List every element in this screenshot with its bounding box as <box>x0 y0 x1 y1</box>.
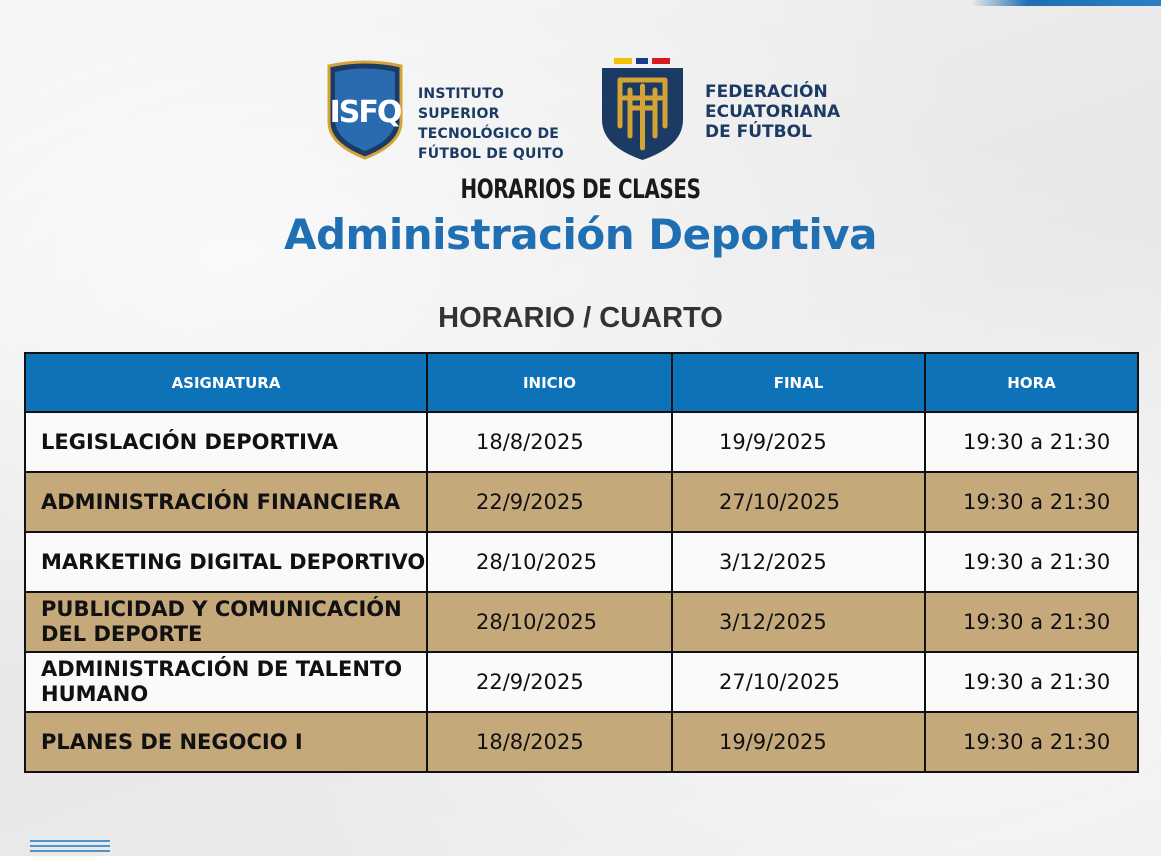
fef-name-line: ECUATORIANA <box>705 102 841 122</box>
hour-cell: 19:30 a 21:30 <box>925 712 1138 772</box>
subject-cell: PUBLICIDAD Y COMUNICACIÓN DEL DEPORTE <box>25 592 427 652</box>
hour-cell: 19:30 a 21:30 <box>925 472 1138 532</box>
start-date-cell: 22/9/2025 <box>427 652 672 712</box>
column-header-start: INICIO <box>427 353 672 412</box>
column-header-end: FINAL <box>672 353 925 412</box>
subject-cell: LEGISLACIÓN DEPORTIVA <box>25 412 427 472</box>
end-date-cell: 19/9/2025 <box>672 412 925 472</box>
decorative-brush-stroke-top <box>971 0 1161 6</box>
isfq-shield-logo <box>325 60 405 160</box>
fef-name <box>705 82 865 142</box>
start-date-cell: 18/8/2025 <box>427 412 672 472</box>
isfq-name <box>418 84 588 164</box>
start-date-cell: 18/8/2025 <box>427 712 672 772</box>
start-date-cell: 28/10/2025 <box>427 532 672 592</box>
table-row <box>25 652 1138 712</box>
subject-cell: ADMINISTRACIÓN DE TALENTO HUMANO <box>25 652 427 712</box>
end-date-cell: 3/12/2025 <box>672 592 925 652</box>
end-date-cell: 3/12/2025 <box>672 532 925 592</box>
subject-cell: ADMINISTRACIÓN FINANCIERA <box>25 472 427 532</box>
column-header-hour: HORA <box>925 353 1138 412</box>
end-date-cell: 19/9/2025 <box>672 712 925 772</box>
section-title: HORARIO / CUARTO <box>438 302 723 334</box>
fef-shield-logo <box>600 58 685 162</box>
column-header-subject: ASIGNATURA <box>25 353 427 412</box>
end-date-cell: 27/10/2025 <box>672 472 925 532</box>
subject-cell: PLANES DE NEGOCIO I <box>25 712 427 772</box>
subject-cell: MARKETING DIGITAL DEPORTIVO <box>25 532 427 592</box>
table-row <box>25 712 1138 772</box>
schedule-subtitle: HORARIOS DE CLASES <box>460 174 701 205</box>
start-date-cell: 28/10/2025 <box>427 592 672 652</box>
isfq-name-line: INSTITUTO SUPERIOR <box>418 86 504 122</box>
table-row <box>25 592 1138 652</box>
table-row <box>25 532 1138 592</box>
fef-name-line: FEDERACIÓN <box>705 82 828 102</box>
start-date-cell: 22/9/2025 <box>427 472 672 532</box>
table-header-row <box>25 353 1138 412</box>
hour-cell: 19:30 a 21:30 <box>925 592 1138 652</box>
table-row <box>25 412 1138 472</box>
hour-cell: 19:30 a 21:30 <box>925 652 1138 712</box>
hour-cell: 19:30 a 21:30 <box>925 412 1138 472</box>
fef-name-line: DE FÚTBOL <box>705 122 812 142</box>
isfq-name-line: FÚTBOL DE QUITO <box>418 146 564 162</box>
program-title: Administración Deportiva <box>283 210 877 259</box>
schedule-table <box>24 352 1139 773</box>
logo-bar <box>0 58 1161 168</box>
svg-text:ISFQ: ISFQ <box>329 95 401 130</box>
table-row <box>25 472 1138 532</box>
isfq-name-line: TECNOLÓGICO DE <box>418 126 560 142</box>
hour-cell: 19:30 a 21:30 <box>925 532 1138 592</box>
end-date-cell: 27/10/2025 <box>672 652 925 712</box>
decorative-brush-stroke-bottom <box>30 840 110 854</box>
